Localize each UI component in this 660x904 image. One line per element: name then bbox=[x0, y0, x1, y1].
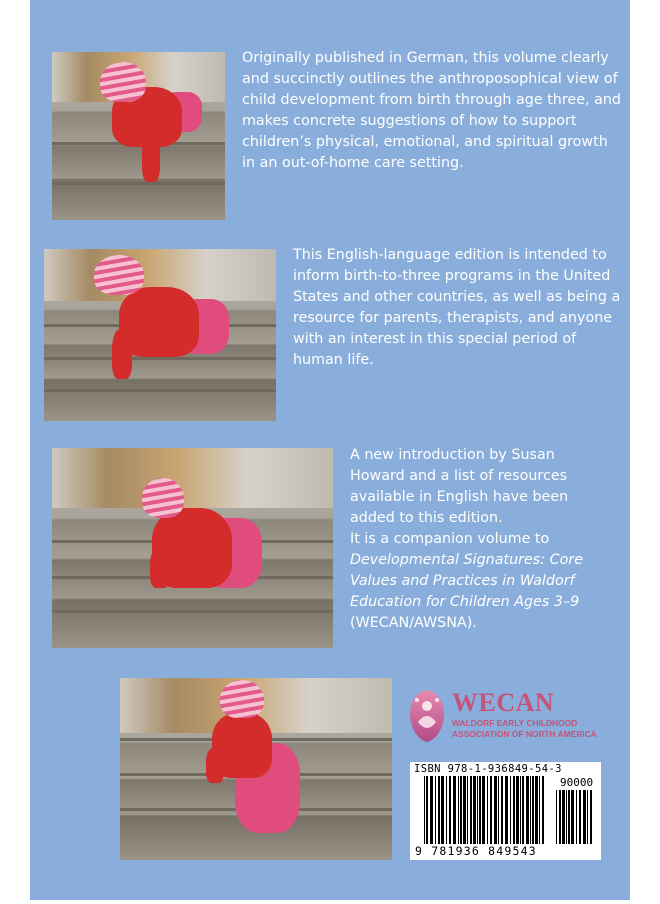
wecan-emblem-icon bbox=[408, 688, 446, 744]
barcode-bar bbox=[510, 776, 511, 844]
companion-book-title: Developmental Signatures: Core Values and Practices in Waldorf Education for Children Ages 3–9 bbox=[350, 552, 584, 610]
barcode-bar bbox=[479, 776, 481, 844]
child-arm bbox=[142, 132, 160, 182]
barcode-bar bbox=[530, 776, 531, 844]
description-paragraph-2 bbox=[293, 245, 623, 371]
barcode-bar bbox=[453, 776, 456, 844]
photo-background bbox=[52, 448, 333, 508]
photo-step-edge bbox=[52, 182, 225, 185]
child-arm bbox=[150, 548, 170, 588]
paragraph-text: Originally published in German, this volume clearly and succinctly outlines the anthroposophical view of child development from birth through age three, and makes concrete suggestions of how to support children’s physical, emotional, and spiritual growth in an out-of-home care setting. bbox=[242, 50, 621, 171]
barcode-bar bbox=[494, 776, 497, 844]
description-paragraph-3 bbox=[350, 445, 595, 634]
publisher-text: (WECAN/AWSNA). bbox=[350, 615, 477, 631]
barcode-bar bbox=[501, 776, 503, 844]
barcode-bar bbox=[446, 776, 447, 844]
barcode-bar bbox=[535, 776, 538, 844]
photo-child-climbing-4 bbox=[120, 678, 392, 860]
photo-step-edge bbox=[44, 389, 276, 392]
photo-child-climbing-2 bbox=[44, 249, 276, 421]
barcode-bar bbox=[498, 776, 499, 844]
barcode-bar bbox=[513, 776, 515, 844]
barcode-bar bbox=[526, 776, 529, 844]
barcode-bar bbox=[505, 776, 508, 844]
barcode-bar bbox=[424, 776, 425, 844]
child-hat bbox=[100, 62, 146, 102]
barcode-bar bbox=[532, 776, 534, 844]
isbn-label: ISBN 978-1-936849-54-3 bbox=[414, 763, 562, 775]
barcode-bar bbox=[487, 776, 488, 844]
barcode-bar bbox=[477, 776, 478, 844]
logo-subtitle-line-2: ASSOCIATION OF NORTH AMERICA bbox=[452, 729, 597, 739]
child-hat bbox=[94, 255, 144, 295]
isbn-barcode bbox=[410, 762, 601, 860]
barcode-bar bbox=[482, 776, 485, 844]
isbn-digits: 9 781936 849543 bbox=[415, 844, 537, 858]
description-paragraph-1 bbox=[242, 48, 622, 174]
barcode-bar bbox=[571, 790, 574, 844]
barcode-bar bbox=[458, 776, 459, 844]
barcode-bar bbox=[516, 776, 519, 844]
companion-text: It is a companion volume to bbox=[350, 531, 550, 547]
barcode-bar bbox=[467, 776, 468, 844]
barcode-bar bbox=[576, 790, 577, 844]
barcode-bar bbox=[449, 776, 451, 844]
barcode-bar bbox=[473, 776, 476, 844]
barcode-bar bbox=[587, 790, 588, 844]
barcode-bar bbox=[438, 776, 440, 844]
barcode-bar bbox=[470, 776, 472, 844]
barcode-bar bbox=[566, 790, 567, 844]
logo-name: WECAN bbox=[452, 688, 555, 717]
barcode-bar bbox=[583, 790, 586, 844]
child-hat bbox=[220, 680, 264, 718]
barcode-bar bbox=[559, 790, 561, 844]
barcode-bar bbox=[562, 790, 565, 844]
photo-child-climbing-1 bbox=[52, 52, 225, 220]
barcode-bar bbox=[522, 776, 524, 844]
barcode-bar bbox=[460, 776, 462, 844]
barcode-bar bbox=[490, 776, 492, 844]
child-hat bbox=[142, 478, 184, 518]
child-arm bbox=[206, 748, 224, 783]
wecan-logo bbox=[408, 688, 608, 746]
barcode-bar bbox=[463, 776, 466, 844]
barcode-bar bbox=[590, 790, 592, 844]
barcode-bar bbox=[579, 790, 581, 844]
price-code: 90000 bbox=[560, 776, 594, 789]
photo-step-edge bbox=[44, 357, 276, 360]
paragraph-intro: A new introduction by Susan Howard and a list of resources available in English have been added to this edition. bbox=[350, 447, 569, 526]
paragraph-text: This English-language edition is intended to inform birth-to-three programs in the United States and other countries, as well as being a resource for parents, therapists, and anyone with an interest in this special period of human life. bbox=[293, 247, 621, 368]
photo-step-edge bbox=[52, 610, 333, 613]
barcode-bar bbox=[539, 776, 540, 844]
barcode-bar bbox=[542, 776, 544, 844]
barcode-bar bbox=[556, 790, 557, 844]
barcode-bar bbox=[426, 776, 428, 844]
barcode-bar bbox=[520, 776, 521, 844]
barcode-bar bbox=[435, 776, 436, 844]
logo-subtitle-line-1: WALDORF EARLY CHILDHOOD bbox=[452, 718, 578, 728]
photo-child-climbing-3 bbox=[52, 448, 333, 648]
barcode-bar bbox=[430, 776, 433, 844]
barcode-bar bbox=[568, 790, 570, 844]
barcode-bar bbox=[441, 776, 444, 844]
child-arm bbox=[112, 329, 132, 379]
